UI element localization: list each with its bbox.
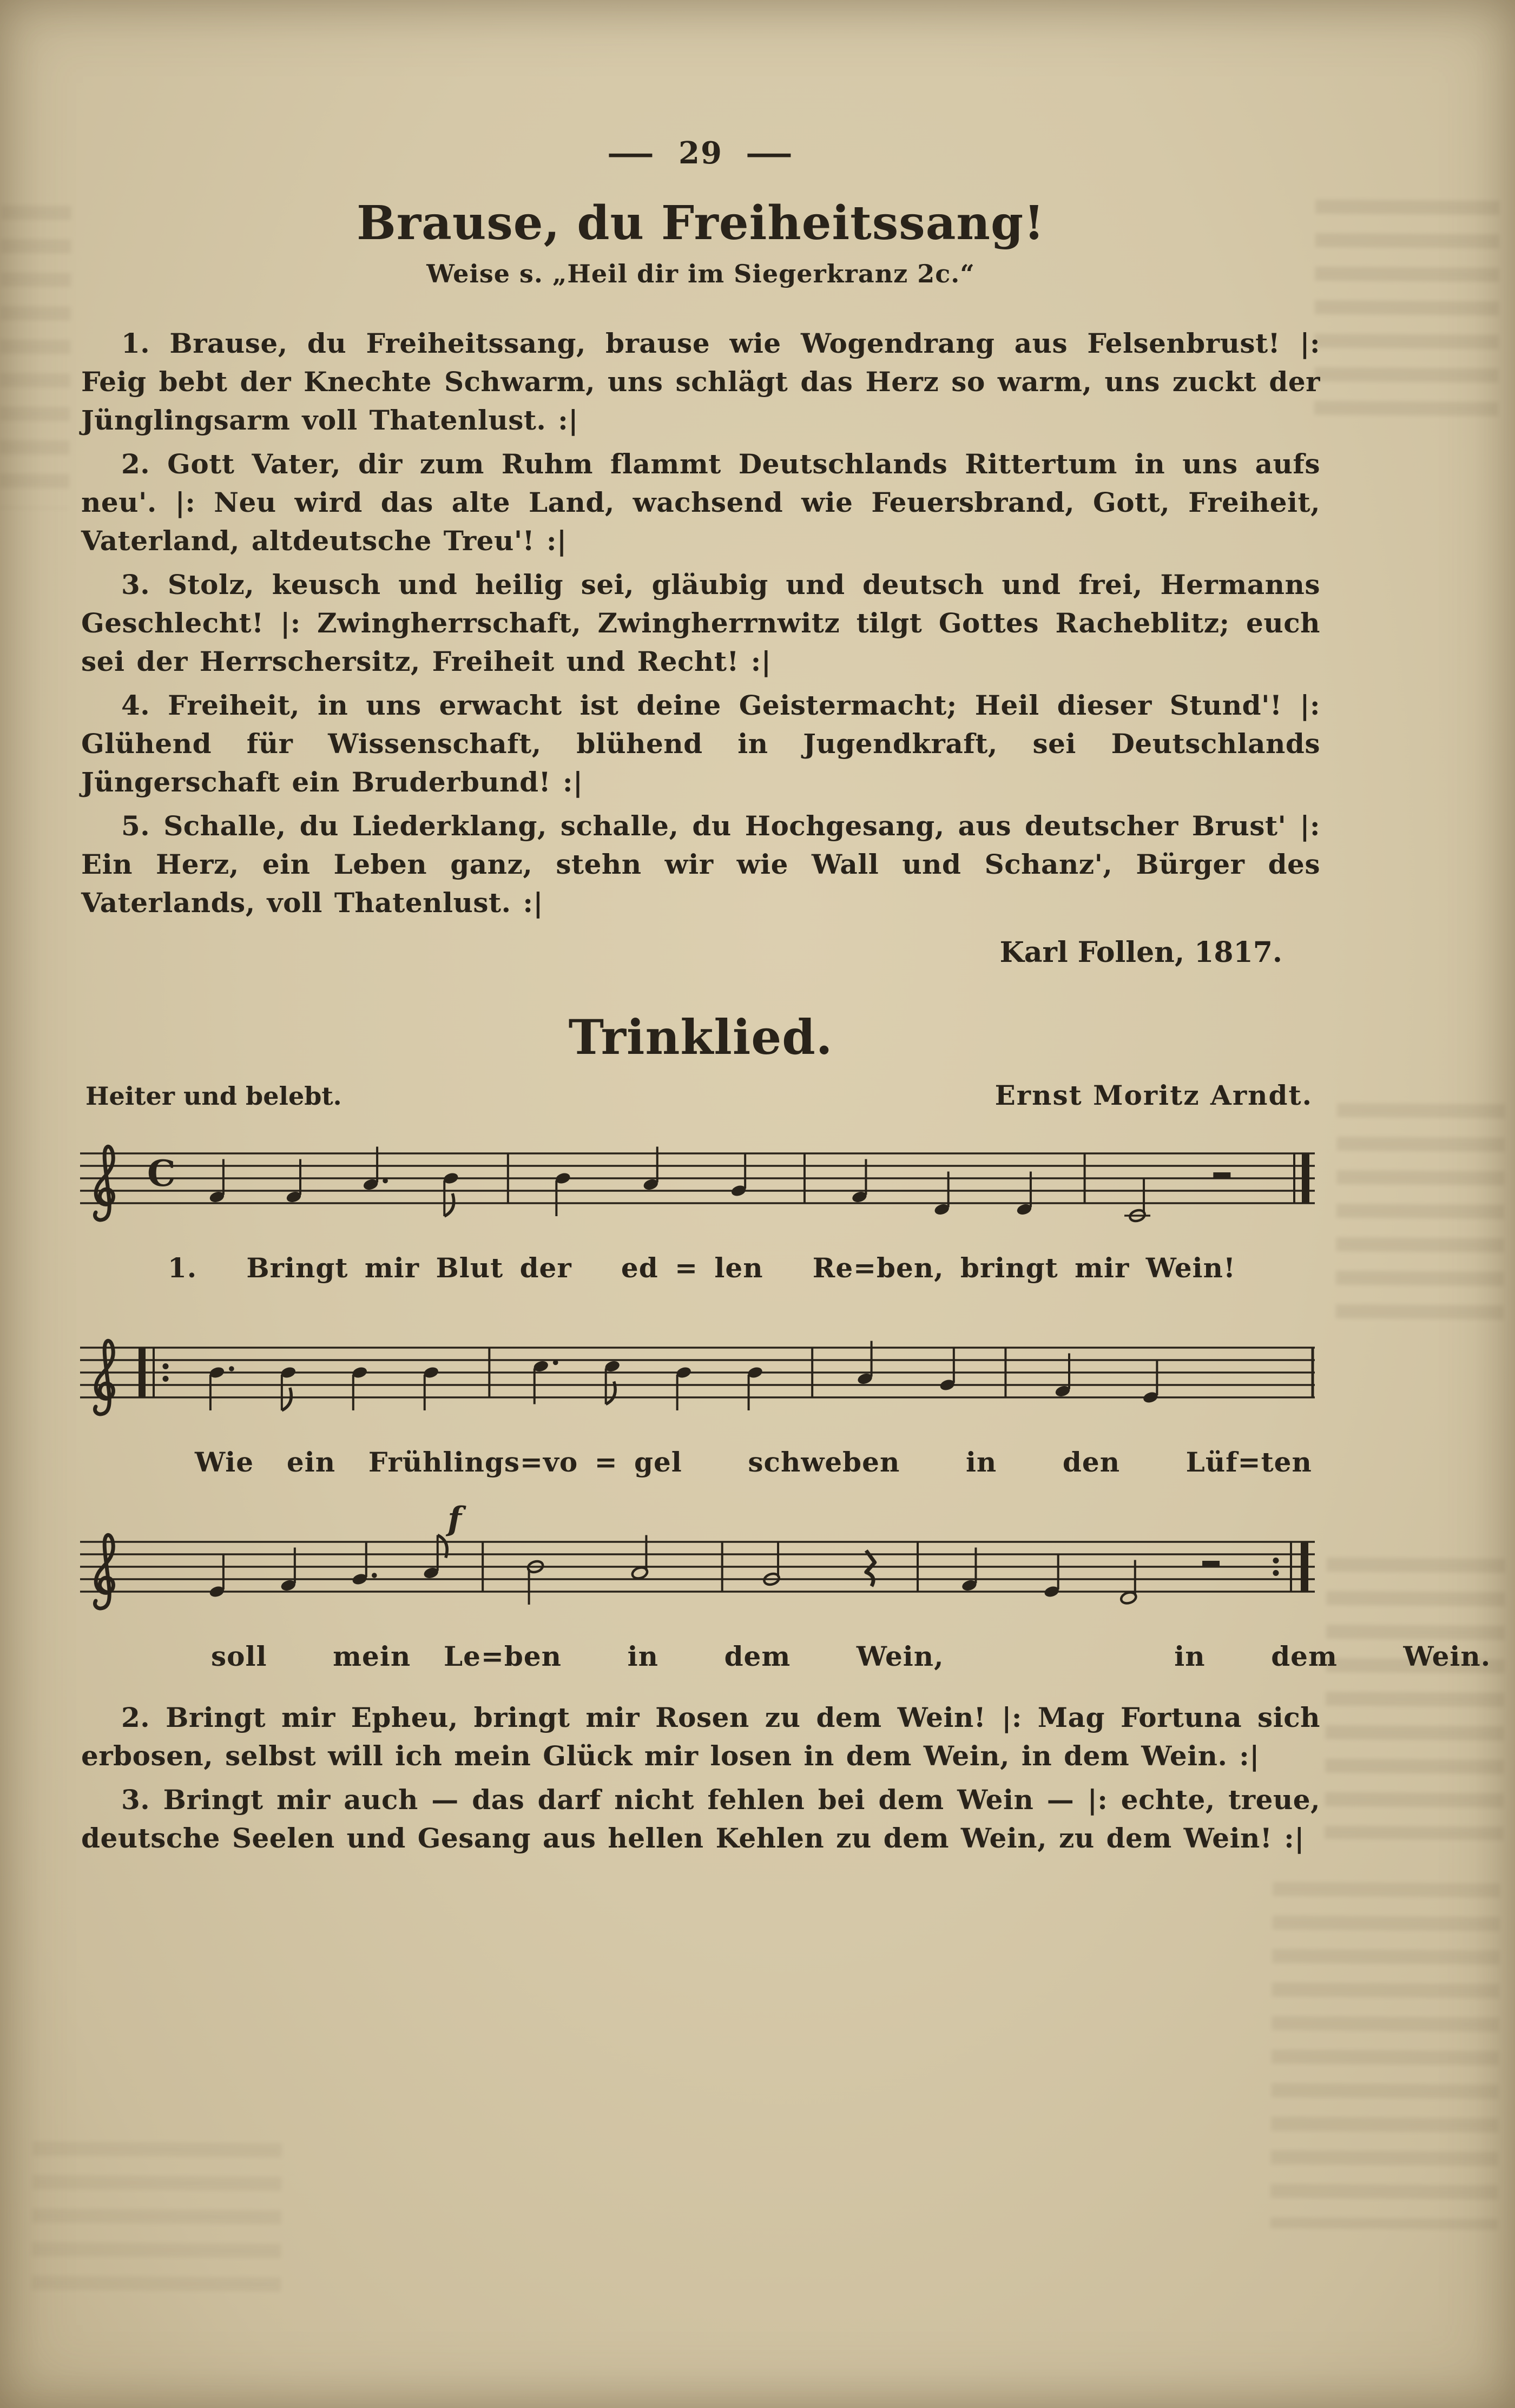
song1-melody-reference: Weise s. „Heil dir im Siegerkranz 2c.“: [426, 259, 975, 288]
song1-attribution: Karl Follen, 1817.: [999, 936, 1282, 969]
bleedthrough-smudge: [1270, 1882, 1500, 2230]
song1-verse-5: 5. Schalle, du Liederklang, schalle, du Hochgesang, aus deutscher Brust' |: Ein Herz, ein Leben ganz, stehn wir wie Wall und Schanz', Bürger des Vaterlands, voll Thatenlust. :|: [81, 810, 1320, 919]
music-notation-svg: [76, 1308, 1320, 1443]
song1-verse-1: 1. Brause, du Freiheitssang, brause wie Wogendrang aus Felsenbrust! |: Feig bebt der Knechte Schwarm, uns schlägt das Herz so warm, uns zuckt der Jünglingsarm voll Thatenlust. :|: [81, 327, 1320, 436]
song1-verse-4: 4. Freiheit, in uns erwacht ist deine Geistermacht; Heil dieser Stund'! |: Glühend für Wissenschaft, blühend in Jugendkraft, sei Deutschlands Jüngerschaft ein Bruderbund! :|: [81, 689, 1320, 798]
page-number: 29: [679, 135, 723, 171]
song2-title: Trinklied.: [568, 1009, 833, 1065]
tempo-marking: Heiter und belebt.: [85, 1081, 342, 1111]
svg-text:C: C: [147, 1152, 176, 1195]
song1-verse-2: 2. Gott Vater, dir zum Ruhm flammt Deutschlands Rittertum in uns aufs neu'. |: Neu wird das alte Land, wachsend wie Feuersbrand, Gott, Freiheit, Vaterland, altdeutsche Treu'! :|: [81, 448, 1320, 557]
svg-text:f: f: [447, 1502, 462, 1538]
page-header: [81, 135, 1320, 171]
song2-verse-2: 2. Bringt mir Epheu, bringt mir Rosen zu dem Wein! |: Mag Fortuna sich erbosen, selbst will ich mein Glück mir losen in dem Wein, in dem Wein. :|: [81, 1701, 1320, 1772]
music-notation-svg: [76, 1502, 1320, 1637]
music-staff-2: [76, 1308, 1320, 1443]
bleedthrough-smudge: [32, 2141, 282, 2294]
song2-text-verses: [81, 1698, 1320, 1857]
song2-author: Ernst Moritz Arndt.: [994, 1079, 1313, 1111]
music-staff-1: [76, 1113, 1320, 1249]
bleedthrough-smudge: [1325, 1558, 1505, 1840]
bleedthrough-smudge: [0, 206, 71, 509]
song1-verse-3: 3. Stolz, keusch und heilig sei, gläubig und deutsch und frei, Hermanns Geschlecht! |: Zwingherrschaft, Zwingherrnwitz tilgt Gottes Racheblitz; euch sei der Herrschersitz, Freiheit und Recht! :|: [81, 569, 1320, 677]
bleedthrough-smudge: [1336, 1103, 1505, 1321]
lyric-line-2: Wie ein Frühlings=vo = gel schweben in den Lüf=ten: [195, 1446, 1312, 1478]
page-number-dash-left: —: [606, 135, 657, 171]
bleedthrough-smudge: [1314, 200, 1500, 428]
music-notation-svg: [76, 1113, 1320, 1249]
song2-heading-row: [81, 1079, 1320, 1111]
song2-verse-3: 3. Bringt mir auch — das darf nicht fehlen bei dem Wein — |: echte, treue, deutsche Seelen und Gesang aus hellen Kehlen zu dem Wein, zu dem Wein! :|: [81, 1784, 1320, 1854]
lyric-line-1: 1. Bringt mir Blut der ed = len Re=ben, bringt mir Wein!: [168, 1252, 1236, 1284]
song1-title: Brause, du Freiheitssang!: [357, 196, 1045, 250]
page-number-dash-right: —: [745, 135, 795, 171]
page-content: [81, 135, 1491, 1863]
lyric-line-3: soll mein Le=ben in dem Wein, in dem Wein.: [211, 1640, 1491, 1672]
music-staff-3: [76, 1502, 1320, 1637]
